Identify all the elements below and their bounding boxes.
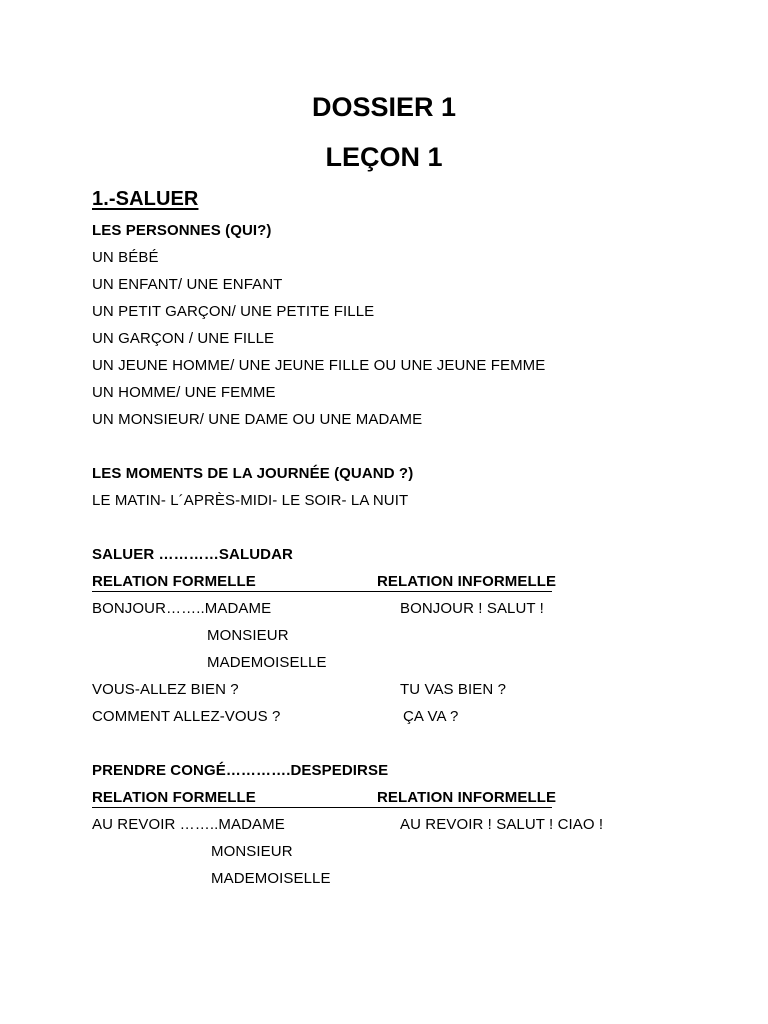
- document-title: DOSSIER 1: [311, 92, 457, 122]
- conge-col-informal: RELATION INFORMELLE: [377, 789, 557, 806]
- conge-formal-line: MONSIEUR: [211, 843, 293, 860]
- saluer-heading: SALUER …………SALUDAR: [92, 546, 293, 563]
- personne-item: UN BÉBÉ: [92, 249, 159, 266]
- personnes-heading: LES PERSONNES (QUI?): [92, 222, 272, 239]
- personne-item: UN JEUNE HOMME/ UNE JEUNE FILLE OU UNE JEUNE FEMME: [92, 357, 546, 374]
- moments-heading: LES MOMENTS DE LA JOURNÉE (QUAND ?): [92, 465, 414, 482]
- lesson-title: LEÇON 1: [325, 142, 443, 172]
- conge-formal-line: AU REVOIR ……..MADAME: [92, 816, 285, 833]
- saluer-formal-line: VOUS-ALLEZ BIEN ?: [92, 681, 239, 698]
- conge-heading: PRENDRE CONGÉ………….DESPEDIRSE: [92, 762, 389, 779]
- saluer-col-informal: RELATION INFORMELLE: [377, 573, 557, 590]
- section-heading: 1.-SALUER: [92, 188, 199, 210]
- personne-item: UN GARÇON / UNE FILLE: [92, 330, 275, 347]
- moments-line: LE MATIN- L´APRÈS-MIDI- LE SOIR- LA NUIT: [92, 492, 409, 509]
- conge-informal-line: AU REVOIR ! SALUT ! CIAO !: [400, 816, 604, 833]
- personne-item: UN MONSIEUR/ UNE DAME OU UNE MADAME: [92, 411, 423, 428]
- saluer-col-formal: RELATION FORMELLE: [92, 573, 256, 590]
- saluer-formal-line: BONJOUR……..MADAME: [92, 600, 272, 617]
- conge-underline: [92, 807, 552, 808]
- personne-item: UN ENFANT/ UNE ENFANT: [92, 276, 283, 293]
- saluer-informal-line: BONJOUR ! SALUT !: [400, 600, 544, 617]
- saluer-underline: [92, 591, 552, 592]
- saluer-informal-line: TU VAS BIEN ?: [400, 681, 507, 698]
- saluer-informal-line: ÇA VA ?: [403, 708, 459, 725]
- saluer-formal-line: MADEMOISELLE: [207, 654, 327, 671]
- personne-item: UN PETIT GARÇON/ UNE PETITE FILLE: [92, 303, 375, 320]
- saluer-formal-line: COMMENT ALLEZ-VOUS ?: [92, 708, 281, 725]
- conge-formal-line: MADEMOISELLE: [211, 870, 331, 887]
- personne-item: UN HOMME/ UNE FEMME: [92, 384, 276, 401]
- conge-col-formal: RELATION FORMELLE: [92, 789, 256, 806]
- saluer-formal-line: MONSIEUR: [207, 627, 289, 644]
